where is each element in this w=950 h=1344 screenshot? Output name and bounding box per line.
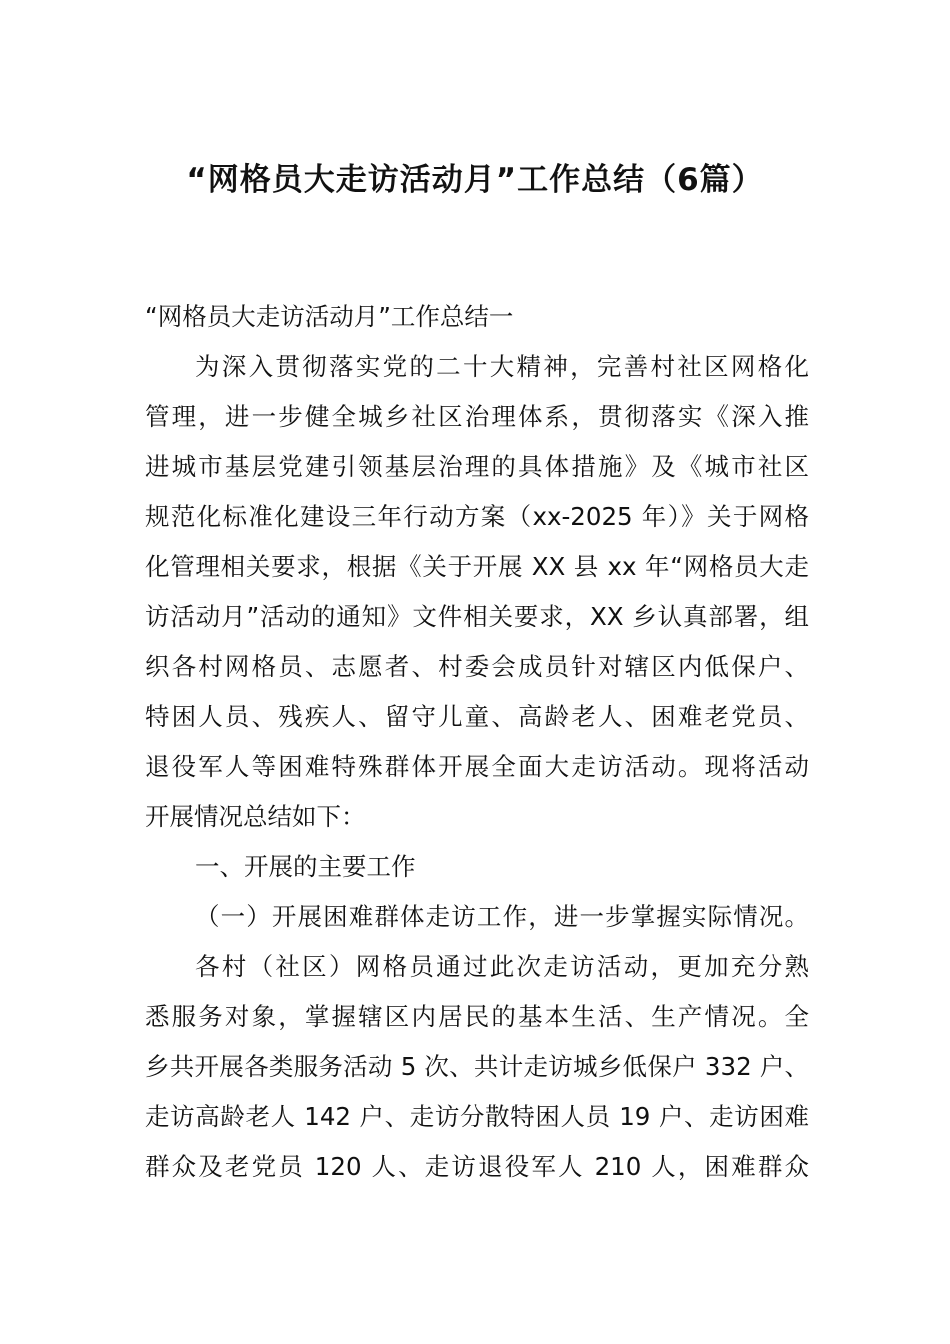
subsection-heading: （一）开展困难群体走访工作，进一步掌握实际情况。 xyxy=(195,902,809,931)
paragraph-line: 管理，进一步健全城乡社区治理体系，贯彻落实《深入推 xyxy=(145,402,809,431)
subsection-heading: 一、开展的主要工作 xyxy=(195,852,416,881)
paragraph-line: 乡共开展各类服务活动 5 次、共计走访城乡低保户 332 户、 xyxy=(145,1052,809,1081)
paragraph-line: 走访高龄老人 142 户、走访分散特困人员 19 户、走访困难 xyxy=(145,1102,809,1131)
paragraph-line: 特困人员、残疾人、留守儿童、高龄老人、困难老党员、 xyxy=(145,702,809,731)
paragraph-line: 织各村网格员、志愿者、村委会成员针对辖区内低保户、 xyxy=(145,652,809,681)
section-heading: “网格员大走访活动月”工作总结一 xyxy=(145,302,514,331)
paragraph-line: 规范化标准化建设三年行动方案（xx-2025 年）》关于网格 xyxy=(145,502,809,531)
paragraph-line: 开展情况总结如下： xyxy=(145,802,366,831)
document-body xyxy=(145,292,809,1192)
paragraph-line: 进城市基层党建引领基层治理的具体措施》及《城市社区 xyxy=(145,452,809,481)
paragraph-line: 各村（社区）网格员通过此次走访活动，更加充分熟 xyxy=(195,952,809,981)
paragraph-line: 退役军人等困难特殊群体开展全面大走访活动。现将活动 xyxy=(145,752,809,781)
paragraph-line: 悉服务对象，掌握辖区内居民的基本生活、生产情况。全 xyxy=(145,1002,809,1031)
document-title: “网格员大走访活动月”工作总结（6篇） xyxy=(186,162,764,198)
paragraph-line: 群众及老党员 120 人、走访退役军人 210 人，困难群众 xyxy=(145,1152,809,1181)
paragraph-line: 化管理相关要求，根据《关于开展 XX 县 xx 年“网格员大走 xyxy=(145,552,809,581)
paragraph-line: 为深入贯彻落实党的二十大精神，完善村社区网格化 xyxy=(195,352,809,381)
paragraph-line: 访活动月”活动的通知》文件相关要求，XX 乡认真部署，组 xyxy=(145,602,809,631)
